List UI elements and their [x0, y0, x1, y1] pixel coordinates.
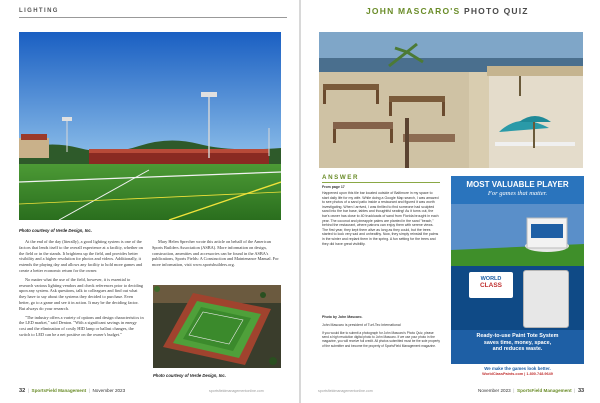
author-bio: Mary Helen Sprecher wrote this article on behalf of the American Sports Builders Association (ASBA). More information on design, construction, amenities and accessories can be found in the ASBA's publications, Sports Fields: A Construction and Maintenance Manual. For more information, visit www.sportsbuilders.org. — [152, 239, 279, 268]
ad-tagline-line: and reduces waste. — [492, 346, 543, 353]
body-column-2 — [152, 239, 280, 271]
answer-from: From page 17 — [322, 185, 345, 189]
bottom-photo-caption: Photo courtesy of Verde Design, Inc. — [153, 373, 226, 378]
aerial-photo-art — [153, 285, 281, 368]
answer-bio: John Mascaro is president of Turf-Tec International — [322, 323, 401, 327]
answer-credit: Photo by John Mascaro. — [322, 315, 363, 319]
section-label: LIGHTING — [19, 8, 59, 14]
ad-footer[interactable] — [451, 364, 584, 380]
aerial-field-photo — [153, 285, 281, 368]
body-paragraph: "The industry offers a variety of options and design characteristics in the LED market," said Denton. "With a significant savings in energy cost and the elimination of costly HID lamp or ballast changes, the switch to LED can be a net positive on the owner's budget." — [19, 314, 144, 337]
ad-website[interactable]: WorldClassPaints.com — [482, 372, 524, 376]
brand-logo — [469, 272, 513, 298]
body-column-1 — [19, 239, 144, 341]
sand-patio-photo — [319, 32, 583, 168]
ad-header — [451, 176, 584, 204]
right-footer-url: sportsfieldmanagementonline.com — [318, 389, 373, 393]
brand-class: CLASS — [479, 282, 503, 289]
body-paragraph: At the end of the day (literally), a good lighting system is one of the factors that lends itself to the overall experience at a facility, whether on the field or in the stands. It brightens up the field, and provides better visibility and a higher resolution for photos and videos. Additionally, it extends the playing day and allows any facility to hold more games and create a better economic return for the owner. — [19, 239, 143, 273]
issue-date: November 2023 — [92, 388, 126, 393]
magazine-name: SportsField Management — [31, 388, 87, 393]
stadium-photo-art — [19, 32, 281, 220]
body-paragraph: No matter what the use of the field, however, it is essential to research various lighting vendors and check references prior to deciding upon any system. Ask questions, talk to colleagues and find out what they have to say about the systems they decided to purchase. Even better, go to a game and see it in action. It may be the deciding factor. But always do your research. — [19, 276, 143, 311]
ad-tagline-line: saves time, money, space, — [483, 339, 552, 346]
left-footer: 32 | SportsField Management | November 2023 — [19, 388, 126, 394]
ad-headline: MOST VALUABLE PLAYER — [466, 180, 569, 189]
brand-world: WORLD — [480, 276, 502, 282]
quiz-title-accent: PHOTO QUIZ — [463, 6, 529, 16]
paint-tote-art — [451, 204, 584, 266]
answer-heading: ANSWER — [322, 174, 360, 181]
answer-body: Happened upon this tile bar located outside of Baltimore in my space to start daily life for my wife. While doing a Google Map search, I was amazed to see photos of a sand patio inside a restaurant and figured it was worth investigating. When I arrived, I was thrilled to find someone had sculpted sand into the bar base, tables and thoughtful seating! As it turns out, the bar's owner has close to 40 truckloads of sand from Florida brought in each year. The coconut and pineapple palms are planted in the sand "beach," behind the restaurant, where patrons can enjoy them with serene views. The first year, they kept them alive as long as they could, but the trees started to look very sad and unhealthy. Now, they simply reinstall the palms in the winter and replant them in the spring. A fun setting for the trees and they did have great visibility. — [322, 191, 439, 246]
ad-phone[interactable]: 1.800.748.9649 — [526, 372, 553, 376]
ad-subhead: For games that matter. — [487, 190, 548, 197]
answer-rule — [322, 182, 440, 183]
right-footer: November 2023 | SportsField Management | 33 — [478, 388, 585, 394]
stadium-lights-photo — [19, 32, 281, 220]
paint-advertisement[interactable] — [451, 176, 584, 380]
page-number: 32 — [19, 388, 26, 394]
ad-slogan: We make the games look better. — [484, 366, 551, 371]
section-rule — [19, 17, 287, 18]
magazine-name: SportsField Management — [517, 388, 572, 393]
ad-contact[interactable]: WorldClassPaints.com | 1.800.748.9649 — [482, 372, 553, 376]
left-page — [0, 0, 299, 403]
page-gutter — [299, 0, 301, 403]
answer-submit-note: If you would like to submit a photograph for John Mascaro's Photo Quiz, please send a high resolution digital photo to John Mascaro. If we use your photo in the magazine, you will receive full credit. All photos submitted must be the sole property of the submitter and become the property of SportsField Management magazine. — [322, 331, 440, 348]
page-number: 33 — [577, 388, 585, 394]
issue-date: November 2023 — [478, 388, 511, 393]
left-footer-url: sportsfieldmanagementonline.com — [209, 389, 264, 393]
paint-drum-icon — [523, 270, 569, 328]
quiz-title-main: JOHN MASCARO'S — [366, 6, 461, 16]
sand-patio-art — [319, 32, 583, 168]
quiz-title — [366, 6, 529, 16]
ad-tagline-line: Ready-to-use Paint Tote System — [476, 333, 559, 339]
ad-tagline — [451, 333, 584, 353]
ad-logo-band — [451, 266, 584, 330]
top-photo-caption: Photo courtesy of Verde Design, Inc. — [19, 228, 92, 233]
